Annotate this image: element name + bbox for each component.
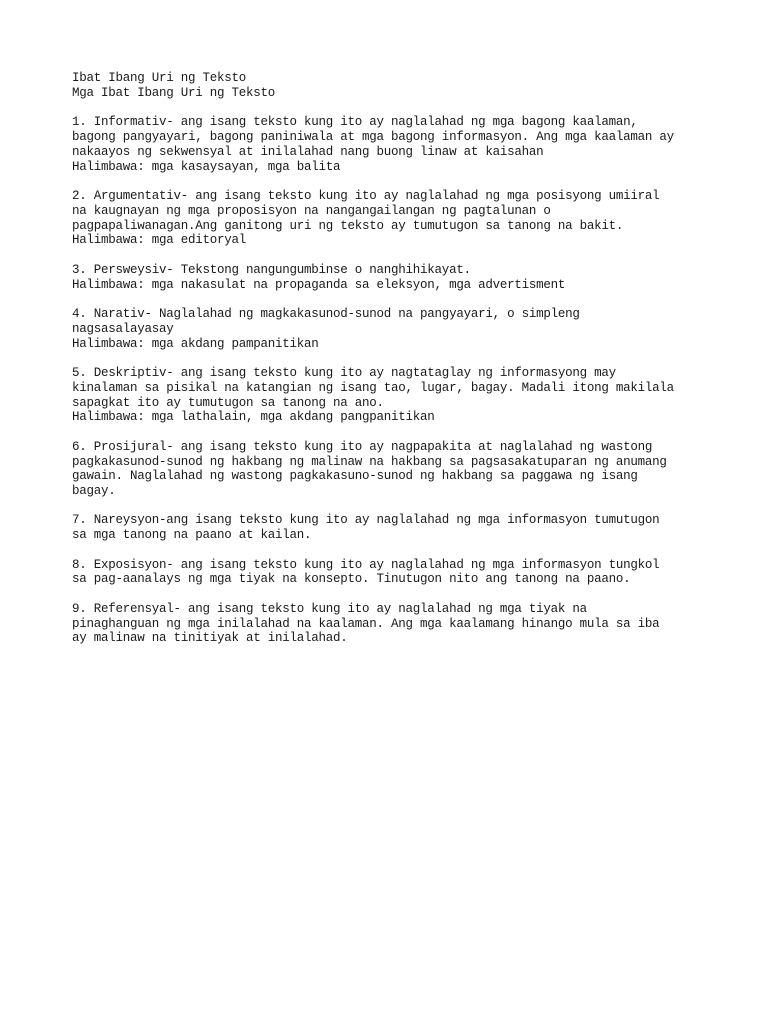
paragraph-line: pagpapaliwanagan.Ang ganitong uri ng teksto ay tumutugon sa tanong na bakit. (72, 218, 624, 233)
section-persweysiv (72, 263, 712, 293)
paragraph-line: sa pag-aanalays ng mga tiyak na konsepto. Tinutugon nito ang tanong na paano. (72, 572, 631, 587)
subtitle-line: Mga Ibat Ibang Uri ng Teksto (72, 85, 276, 100)
section-narativ (72, 307, 712, 351)
spacer (72, 248, 712, 263)
spacer (72, 101, 712, 116)
spacer (72, 292, 712, 307)
document-title (72, 71, 712, 101)
paragraph-line: 2. Argumentativ- ang isang teksto kung ito ay naglalahad ng mga posisyong umiiral (72, 188, 660, 203)
section-referensyal (72, 602, 712, 646)
paragraph-line: nagsasalayasay (72, 321, 174, 336)
paragraph-line: 4. Narativ- Naglalahad ng magkakasunod-sunod na pangyayari, o simpleng (72, 306, 580, 321)
section-deskriptiv (72, 366, 712, 425)
paragraph-line: sapagkat ito ay tumutugon sa tanong na ano. (72, 395, 384, 410)
paragraph-line: 9. Referensyal- ang isang teksto kung ito ay naglalahad ng mga tiyak na (72, 601, 587, 616)
paragraph-line: kinalaman sa pisikal na katangian ng isang tao, lugar, bagay. Madali itong makilala (72, 380, 674, 395)
paragraph-line: 8. Exposisyon- ang isang teksto kung ito ay naglalahad ng mga informasyon tungkol (72, 557, 660, 572)
paragraph-line: 1. Informativ- ang isang teksto kung ito ay naglalahad ng mga bagong kaalaman, (72, 115, 638, 130)
section-exposisyon (72, 558, 712, 588)
example-line: Halimbawa: mga lathalain, mga akdang pangpanitikan (72, 410, 435, 425)
paragraph-line: 7. Nareysyon-ang isang teksto kung ito ay naglalahad ng mga informasyon tumutugon (72, 513, 660, 528)
example-line: Halimbawa: mga akdang pampanitikan (72, 336, 319, 351)
section-argumentativ (72, 189, 712, 248)
spacer (72, 174, 712, 189)
section-informativ (72, 115, 712, 174)
paragraph-line: gawain. Naglalahad ng wastong pagkakasuno-sunod ng hakbang sa paggawa ng isang (72, 469, 638, 484)
section-prosijural (72, 440, 712, 499)
paragraph-line: 5. Deskriptiv- ang isang teksto kung ito ay nagtataglay ng informasyong may (72, 365, 616, 380)
paragraph-line: nakaayos ng sekwensyal at inilalahad nang buong linaw at kaisahan (72, 144, 544, 159)
paragraph-line: 3. Persweysiv- Tekstong nangungumbinse o nanghihikayat. (72, 262, 471, 277)
section-nareysyon (72, 513, 712, 543)
paragraph-line: na kaugnayan ng mga proposisyon na nangangailangan ng pagtalunan o (72, 203, 551, 218)
title-line: Ibat Ibang Uri ng Teksto (72, 71, 247, 85)
paragraph-line: ay malinaw na tinitiyak at inilalahad. (72, 631, 348, 646)
example-line: Halimbawa: mga editoryal (72, 233, 247, 248)
spacer (72, 543, 712, 558)
document-page (72, 71, 712, 646)
example-line: Halimbawa: mga nakasulat na propaganda sa eleksyon, mga advertisment (72, 277, 566, 292)
paragraph-line: 6. Prosijural- ang isang teksto kung ito ay nagpapakita at naglalahad ng wastong (72, 439, 653, 454)
spacer (72, 425, 712, 440)
spacer (72, 499, 712, 514)
paragraph-line: pinaghanguan ng mga inilalahad na kaalaman. Ang mga kaalamang hinango mula sa iba (72, 616, 660, 631)
paragraph-line: pagkakasunod-sunod ng hakbang ng malinaw na hakbang sa pagsasakatuparan ng anumang (72, 454, 667, 469)
paragraph-line: bagong pangyayari, bagong paniniwala at mga bagong informasyon. Ang mga kaalaman ay (72, 129, 674, 144)
spacer (72, 351, 712, 366)
example-line: Halimbawa: mga kasaysayan, mga balita (72, 159, 341, 174)
spacer (72, 587, 712, 602)
paragraph-line: sa mga tanong na paano at kailan. (72, 528, 312, 543)
paragraph-line: bagay. (72, 484, 116, 499)
